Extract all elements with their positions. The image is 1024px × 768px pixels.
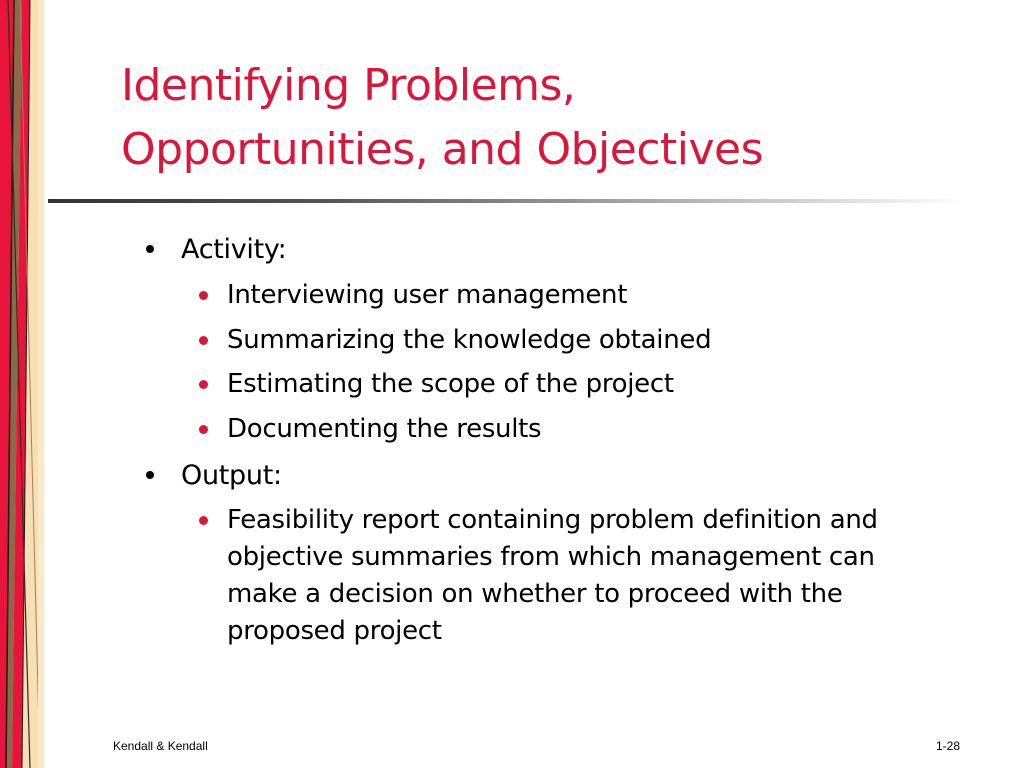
sub-bullet-interviewing: Interviewing user management <box>227 280 628 310</box>
bullet-activity: Activity: <box>181 234 287 265</box>
sub-bullet-feasibility-line-1: Feasibility report containing problem definition and <box>227 505 878 535</box>
bullet-output: Output: <box>181 460 282 491</box>
sub-bullet-dot <box>199 380 208 389</box>
sub-bullet-summarizing: Summarizing the knowledge obtained <box>227 325 712 355</box>
sub-bullet-estimating: Estimating the scope of the project <box>227 369 674 399</box>
bullet-dot <box>146 471 154 479</box>
footer-slide-number: 1-28 <box>936 739 961 753</box>
sub-bullet-dot <box>199 336 208 345</box>
sub-bullet-documenting: Documenting the results <box>227 414 542 444</box>
slide-title-line-2: Opportunities, and Objectives <box>121 124 764 175</box>
sub-bullet-feasibility-line-4: proposed project <box>227 616 442 646</box>
sub-bullet-feasibility-line-3: make a decision on whether to proceed with the <box>227 579 843 609</box>
sub-bullet-dot <box>199 425 208 434</box>
sub-bullet-feasibility-line-2: objective summaries from which management can <box>227 542 875 572</box>
sub-bullet-dot <box>199 516 208 525</box>
sub-bullet-dot <box>199 291 208 300</box>
slide-title-line-1: Identifying Problems, <box>121 60 576 111</box>
footer-author: Kendall & Kendall <box>113 739 208 753</box>
bullet-dot <box>146 245 154 253</box>
